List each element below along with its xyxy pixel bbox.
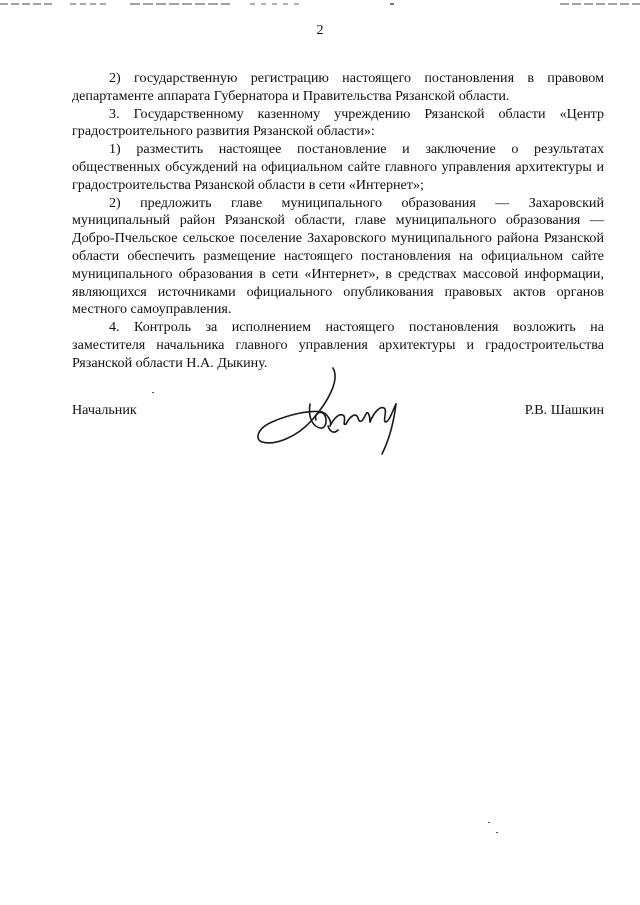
page-number: 2 (316, 22, 324, 38)
signatory-title: Начальник (72, 402, 137, 418)
signatory-name: Р.В. Шашкин (524, 402, 604, 418)
scan-speck (496, 832, 498, 833)
scan-speck (152, 392, 154, 393)
paragraph-state-registration: 2) государственную регистрацию настоящего постановления в правовом департаменте аппарата Губернатора и Правительства Рязанской области. (72, 70, 604, 104)
scan-edge-artifact (0, 3, 640, 6)
handwritten-signature (250, 362, 410, 462)
paragraph-item-4-control: 4. Контроль за исполнением настоящего постановления возложить на заместителя начальника главного управления архитектуры и градостроительства Рязанской области Н.А. Дыкину. (72, 319, 604, 371)
paragraph-item-3: 3. Государственному казенному учреждению Рязанской области «Центр градостроительного развития Рязанской области»: (72, 105, 604, 140)
scan-speck (488, 822, 490, 823)
document-body (72, 70, 604, 373)
paragraph-publish-on-site: 1) разместить настоящее постановление и заключение о результатах общественных обсуждений на официальном сайте главного управления архитектуры и градостроительства Рязанской области в сети «Интернет»; (72, 141, 604, 193)
paragraph-municipal-publication: 2) предложить главе муниципального образования — Захаровский муниципальный район Рязанской области, главе муниципального образования — Добро-Пчельское сельское поселение Захаровского муниципального района Рязанской области обеспечить размещение настоящего постановления на официальном сайте муниципального образования в сети «Интернет», в средствах массовой информации, являющихся источниками официального опубликования правовых актов органов местного самоуправления. (72, 194, 604, 318)
